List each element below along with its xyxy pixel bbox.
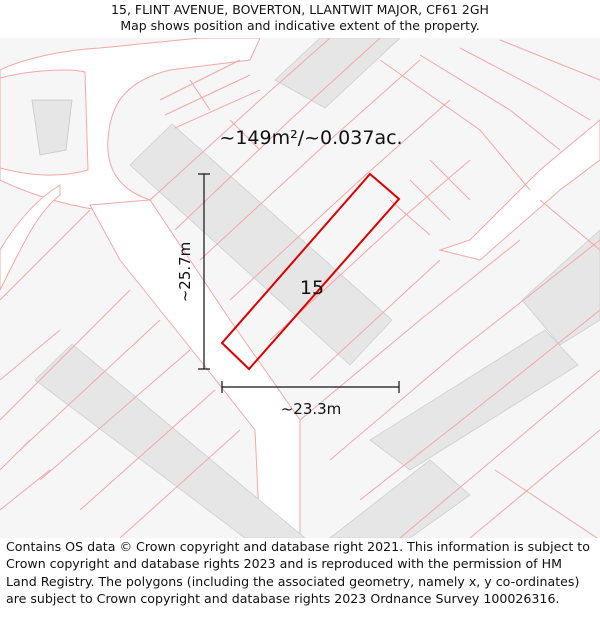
- area-label: ~149m²/~0.037ac.: [219, 127, 403, 149]
- width-label: ~23.3m: [280, 400, 342, 418]
- plot-number-label: 15: [299, 277, 325, 299]
- map-subtitle: Map shows position and indicative extent of the property.: [120, 18, 480, 33]
- attribution-text: Contains OS data © Crown copyright and database right 2021. This information is subject to Crown copyright and database rights 2023 and is reproduced with the permission of HM Land Registry. The polygons (including the associated geometry, namely x, y co-ordinates) are subject to Crown copyright and database rights 2023 Ordnance Survey 100026316.: [6, 539, 590, 607]
- map-header: [0, 0, 600, 40]
- height-label: ~25.7m: [176, 241, 194, 303]
- property-map[interactable]: [0, 38, 600, 538]
- property-address: 15, FLINT AVENUE, BOVERTON, LLANTWIT MAJOR, CF61 2GH: [111, 2, 489, 17]
